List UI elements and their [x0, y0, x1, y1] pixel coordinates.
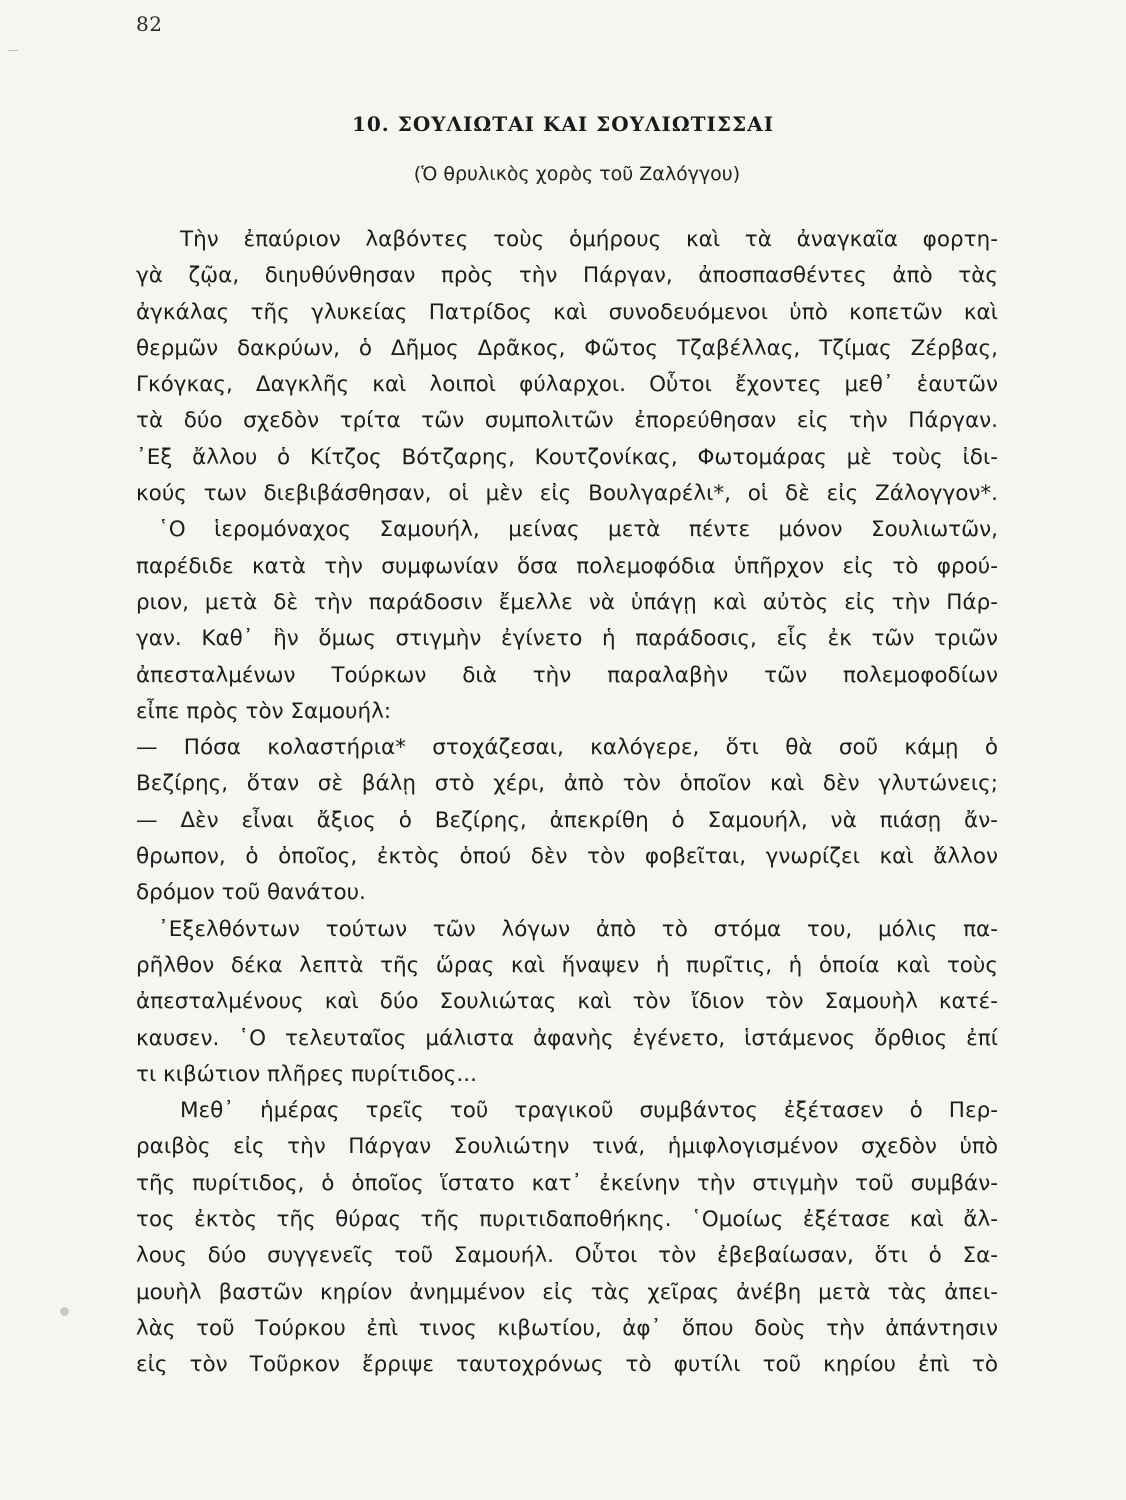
text-line: λὰς τοῦ Τούρκου ἐπὶ τινος κιβωτίου, ἀφ᾿ ὅπου δοὺς τὴν ἀπάντησιν: [136, 1315, 998, 1341]
text-line: ριον, μετὰ δὲ τὴν παράδοσιν ἔμελλε νὰ ὑπάγῃ καὶ αὐτὸς εἰς τὴν Πάρ-: [136, 589, 998, 615]
text-line: ἀπεσταλμένων Τούρκων διὰ τὴν παραλαβὴν τῶν πολεμοφοδίων: [136, 662, 998, 688]
text-line: τῆς πυρίτιδος, ὁ ὁποῖος ἵστατο κατ᾿ ἐκείνην τὴν στιγμὴν τοῦ συμβάν-: [136, 1170, 998, 1196]
text-line: ἀπεσταλμένους καὶ δύο Σουλιώτας καὶ τὸν ἴδιον τὸν Σαμουὴλ κατέ-: [136, 989, 998, 1015]
page-number: 82: [136, 12, 163, 36]
text-line: παρέδιδε κατὰ τὴν συμφωνίαν ὅσα πολεμοφόδια ὑπῆρχον εἰς τὸ φρού-: [136, 553, 998, 579]
text-line: Μεθ᾿ ἡμέρας τρεῖς τοῦ τραγικοῦ συμβάντος ἐξέτασεν ὁ Περ-: [180, 1098, 998, 1124]
text-line: δρόμον τοῦ θανάτου.: [136, 880, 366, 906]
text-line: μουὴλ βαστῶν κηρίον ἀνημμένον εἰς τὰς χεῖρας ἀνέβη μετὰ τὰς ἀπει-: [136, 1279, 998, 1305]
text-line: τὰ δύο σχεδὸν τρίτα τῶν συμπολιτῶν ἐπορεύθησαν εἰς τὴν Πάργαν.: [136, 408, 998, 434]
text-line: κούς των διεβιβάσθησαν, οἱ μὲν εἰς Βουλγαρέλι*, οἱ δὲ εἰς Ζάλογγον*.: [136, 481, 998, 507]
body-text: [136, 222, 998, 1384]
text-line: θερμῶν δακρύων, ὁ Δῆμος Δρᾶκος, Φῶτος Τζαβέλλας, Τζίμας Ζέρβας,: [136, 335, 998, 361]
text-line: ἀγκάλας τῆς γλυκείας Πατρίδος καὶ συνοδευόμενοι ὑπὸ κοπετῶν καὶ: [136, 299, 998, 325]
margin-dot: [60, 1307, 69, 1316]
text-line: — Δὲν εἶναι ἄξιος ὁ Βεζίρης, ἀπεκρίθη ὁ Σαμουήλ, νὰ πιάσῃ ἄν-: [136, 807, 998, 833]
text-line: Γκόγκας, Δαγκλῆς καὶ λοιποὶ φύλαρχοι. Οὗτοι ἔχοντες μεθ᾿ ἑαυτῶν: [136, 372, 998, 398]
margin-mark: [8, 50, 18, 51]
text-line: καυσεν. ῾Ο τελευταῖος μάλιστα ἀφανὴς ἐγένετο, ἱστάμενος ὄρθιος ἐπί: [136, 1025, 998, 1051]
text-line: Τὴν ἐπαύριον λαβόντες τοὺς ὁμήρους καὶ τὰ ἀναγκαῖα φορτη-: [180, 227, 998, 252]
text-line: εἰς τὸν Τοῦρκον ἔρριψε ταυτοχρόνως τὸ φυτίλι τοῦ κηρίου ἐπὶ τὸ: [136, 1352, 998, 1378]
text-line: λους δύο συγγενεῖς τοῦ Σαμουήλ. Οὗτοι τὸν ἐβεβαίωσαν, ὅτι ὁ Σα-: [136, 1243, 998, 1269]
text-line: ραιβὸς εἰς τὴν Πάργαν Σουλιώτην τινά, ἡμιφλογισμένον σχεδὸν ὑπὸ: [136, 1134, 998, 1160]
chapter-subtitle: (Ὁ θρυλικὸς χορὸς τοῦ Ζαλόγγου): [413, 163, 741, 185]
text-line: τι κιβώτιον πλῆρες πυρίτιδος...: [136, 1061, 477, 1087]
chapter-title: 10. ΣΟΥΛΙΩΤΑΙ ΚΑΙ ΣΟΥΛΙΩΤΙΣΣΑΙ: [351, 112, 775, 136]
text-line: — Πόσα κολαστήρια* στοχάζεσαι, καλόγερε, ὅτι θὰ σοῦ κάμῃ ὁ: [136, 735, 998, 761]
text-line: ῾Ο ἱερομόναχος Σαμουήλ, μείνας μετὰ πέντε μόνον Σουλιωτῶν,: [158, 517, 998, 543]
text-line: εἶπε πρὸς τὸν Σαμουήλ:: [136, 698, 392, 724]
text-line: θρωπον, ὁ ὁποῖος, ἐκτὸς ὁπού δὲν τὸν φοβεῖται, γνωρίζει καὶ ἄλλον: [136, 844, 998, 870]
text-line: γαν. Καθ᾿ ἣν ὅμως στιγμὴν ἐγίνετο ἡ παράδοσις, εἷς ἐκ τῶν τριῶν: [136, 626, 998, 652]
text-line: ᾿Εξ ἄλλου ὁ Κίτζος Βότζαρης, Κουτζονίκας, Φωτομάρας μὲ τοὺς ἰδι-: [136, 444, 998, 470]
text-line: Βεζίρης, ὅταν σὲ βάλῃ στὸ χέρι, ἀπὸ τὸν ὁποῖον καὶ δὲν γλυτώνεις;: [136, 771, 998, 797]
text-line: ᾿Εξελθόντων τούτων τῶν λόγων ἀπὸ τὸ στόμα του, μόλις πα-: [158, 916, 998, 942]
text-line: τος ἐκτὸς τῆς θύρας τῆς πυριτιδαποθήκης. ῾Ομοίως ἐξέτασε καὶ ἄλ-: [136, 1207, 998, 1233]
text-line: γὰ ζῷα, διηυθύνθησαν πρὸς τὴν Πάργαν, ἀποσπασθέντες ἀπὸ τὰς: [136, 263, 998, 289]
text-line: ρῆλθον δέκα λεπτὰ τῆς ὥρας καὶ ἥναψεν ἡ πυρῖτις, ἡ ὁποία καὶ τοὺς: [136, 952, 998, 978]
